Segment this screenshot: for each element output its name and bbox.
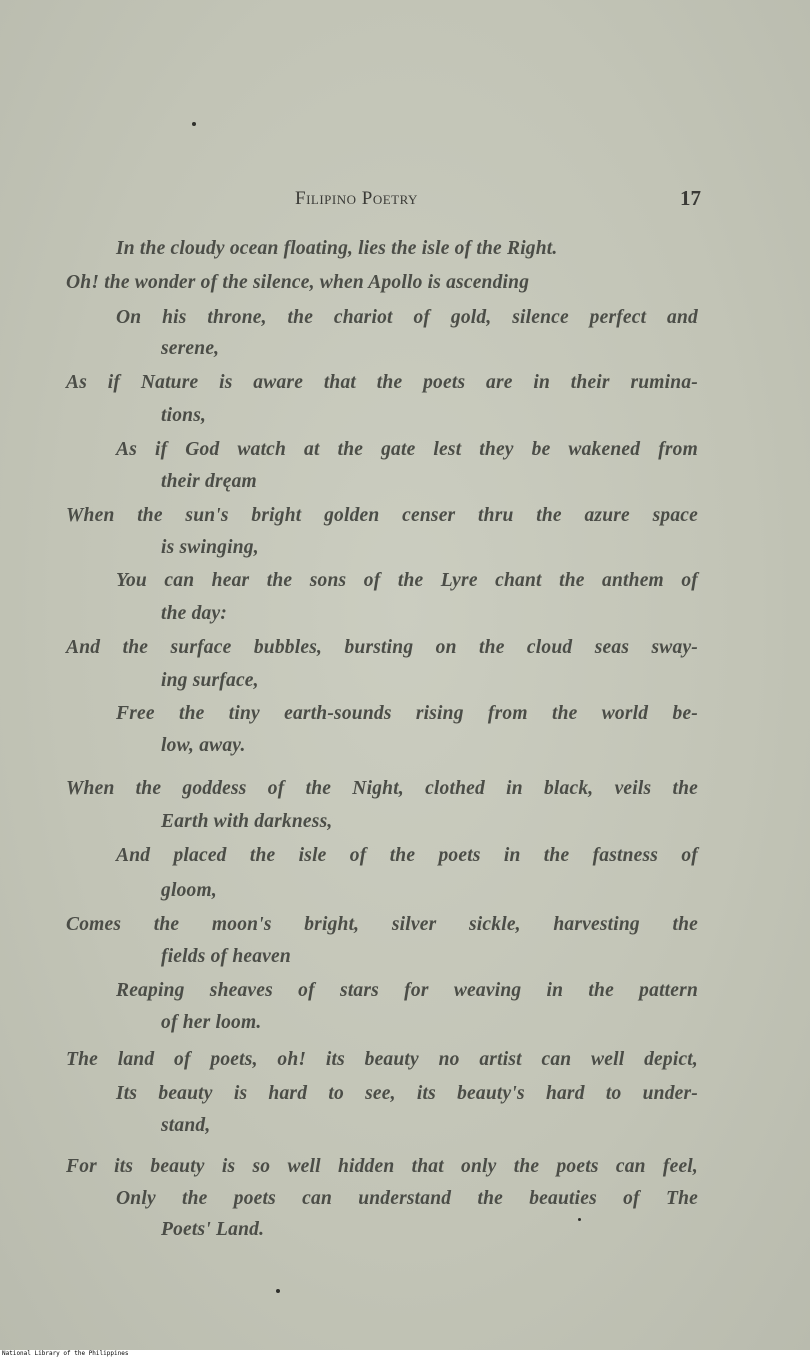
page-number: 17 [680,186,701,210]
poem-line: gloom, [161,880,217,901]
poem-line: Oh! the wonder of the silence, when Apollo is ascending [66,272,530,293]
poem-line: the day: [161,603,228,624]
poem-line: And placed the isle of the poets in the fastness of [116,845,698,866]
running-head [0,188,810,216]
poem-line: Earth with darkness, [161,811,333,832]
poem-line: Free the tiny earth-sounds rising from the world be- [116,703,698,724]
poem-line: Reaping sheaves of stars for weaving in the pattern [116,980,698,1001]
poem-line: Poets' Land. [161,1219,265,1240]
poem-line: On his throne, the chariot of gold, silence perfect and [116,307,698,328]
poem-line: ing surface, [161,670,259,691]
poem-line: For its beauty is so well hidden that only the poets can feel, [66,1156,698,1177]
poem-line: And the surface bubbles, bursting on the cloud seas sway- [66,637,698,658]
poem-line: is swinging, [161,537,259,558]
poem-line: When the sun's bright golden censer thru the azure space [66,505,698,526]
poem-line: their dręam [161,471,257,492]
poem-line: Comes the moon's bright, silver sickle, harvesting the [66,914,698,935]
poem-line: tions, [161,405,207,426]
poem-line: low, away. [161,735,246,756]
ink-speck [192,122,196,126]
poem-line: Its beauty is hard to see, its beauty's hard to under- [116,1083,698,1104]
poem-line: As if Nature is aware that the poets are in their rumina- [66,372,698,393]
ink-speck [578,1218,581,1221]
poem-line: In the cloudy ocean floating, lies the isle of the Right. [116,238,558,259]
poem-line: When the goddess of the Night, clothed in black, veils the [66,778,698,799]
poem-line: fields of heaven [161,946,291,967]
library-credit: National Library of the Philippines [2,1350,129,1357]
poem-line: stand, [161,1115,211,1136]
poem-line: As if God watch at the gate lest they be wakened from [116,439,698,460]
poem-line: serene, [161,338,220,359]
running-title: Filipino Poetry [295,188,418,209]
poem-line: of her loom. [161,1012,262,1033]
poem-line: The land of poets, oh! its beauty no artist can well depict, [66,1049,698,1070]
footer-strip [0,1350,810,1358]
poem-line: Only the poets can understand the beauties of The [116,1188,698,1209]
poem-line: You can hear the sons of the Lyre chant the anthem of [116,570,698,591]
ink-speck [276,1289,280,1293]
